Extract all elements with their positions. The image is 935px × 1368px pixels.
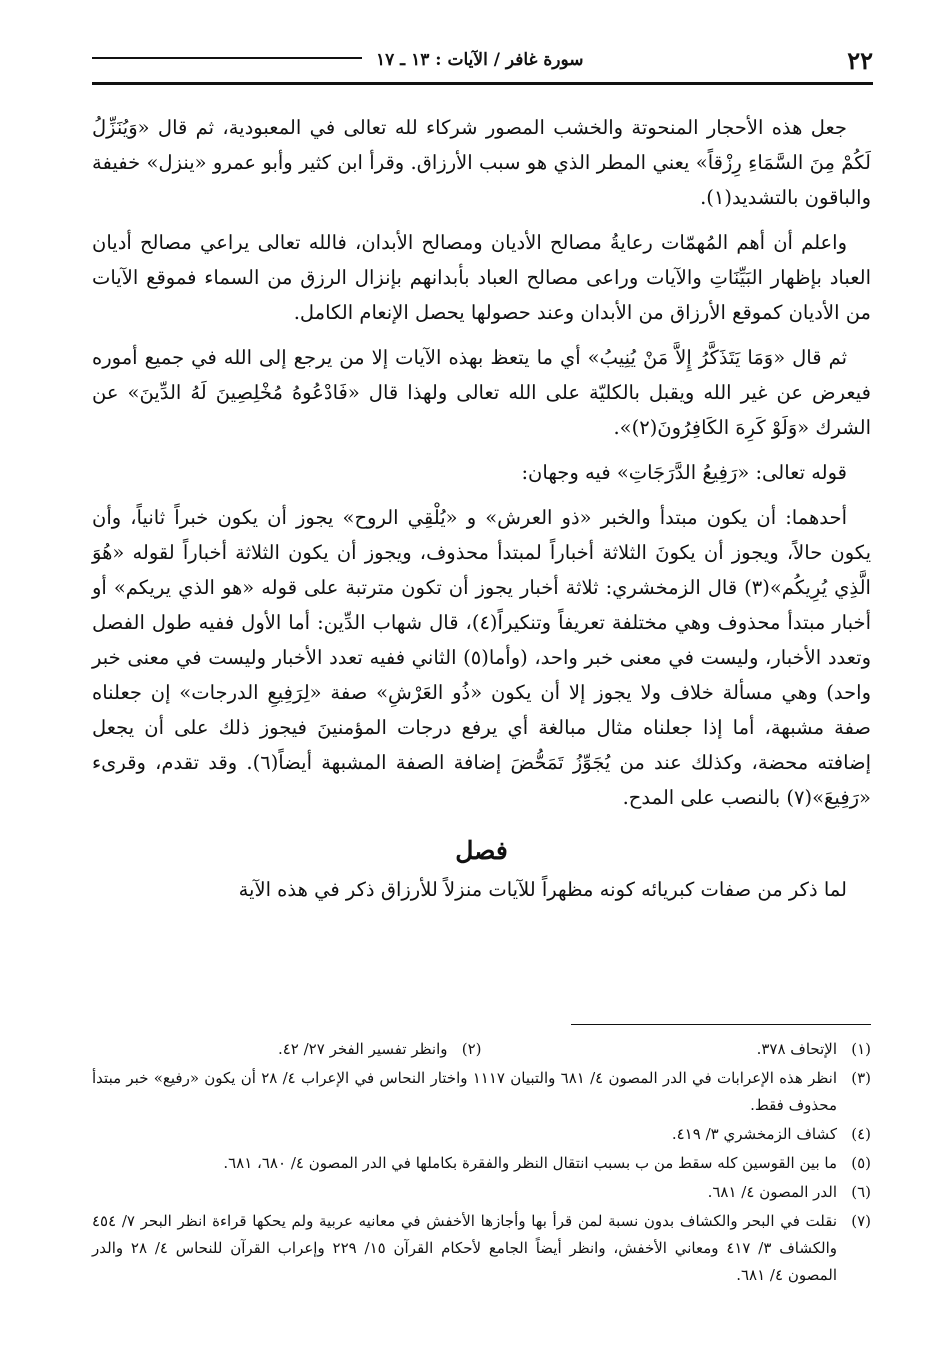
paragraph: قوله تعالى: «رَفِيعُ الدَّرَجَاتِ» فيه وجهان: <box>521 461 847 484</box>
footnote <box>92 1208 871 1289</box>
footnote-text: الدر المصون ٤/ ٦٨١. <box>707 1183 837 1201</box>
footnote-pair <box>92 1036 871 1065</box>
footnote-text: ما بين القوسين كله سقط من ب بسبب انتقال النظر والفقرة بكاملها في الدر المصون ٤/ ٦٨٠، ٦٨١. <box>223 1154 837 1172</box>
footnotes <box>92 1036 871 1291</box>
main-text <box>92 110 871 917</box>
footnote-text: الإتحاف ٣٧٨. <box>756 1040 837 1058</box>
footnote-number: (٤) <box>851 1125 871 1143</box>
page-number: ٢٢ <box>847 45 873 75</box>
footnote-text: وانظر تفسير الفخر ٢٧/ ٤٢. <box>277 1040 448 1058</box>
running-title-wrap <box>92 50 584 70</box>
footnote <box>482 1036 872 1063</box>
footnote <box>92 1065 871 1119</box>
footnote-number: (٧) <box>851 1212 871 1230</box>
page-header <box>92 38 873 85</box>
paragraph: جعل هذه الأحجار المنحوتة والخشب المصور شركاء لله تعالى في المعبودية، ثم قال «وَيُنَزِّلُ لَكُمْ مِنَ السَّمَاءِ رِزْقاً» يعني المطر الذي هو سبب الأرزاق. وقرأ ابن كثير وأبو عمرو «ينزل» خفيفة والباقون بالتشديد(١). <box>92 116 871 209</box>
footnote <box>92 1150 871 1177</box>
paragraph: واعلم أن أهم المُهمّات رعايةُ مصالح الأديان ومصالح الأبدان، فالله تعالى يراعي مصالح أديان العباد بإظهار البَيِّنَاتِ والآيات وراعى مصالح العباد بأبدانهم بإنزال الرزق من السماء فموقع الآيات من الأديان كموقع الأرزاق من الأبدان وعند حصولها يحصل الإنعام الكامل. <box>92 231 871 324</box>
footnote-number: (١) <box>851 1040 871 1058</box>
footnote-number: (٦) <box>851 1183 871 1201</box>
running-title: سورة غافر / الآيات : ١٣ ـ ١٧ <box>376 50 584 70</box>
section-paragraph: لما ذكر من صفات كبريائه كونه مظهراً للآيات منزلاً للأرزاق ذكر في هذه الآية <box>238 878 847 901</box>
footnote-number: (٣) <box>851 1069 871 1087</box>
section-title: فصل <box>455 836 508 865</box>
footnote-number: (٥) <box>851 1154 871 1172</box>
footnote-separator <box>571 1024 871 1025</box>
paragraph: ثم قال «وَمَا يَتَذَكَّرُ إِلاَّ مَنْ يُنِيبُ» أي ما يتعظ بهذه الآيات إلا من يرجع إلى الله في جميع أموره فيعرض عن غير الله ويقبل بالكليّة على الله تعالى ولهذا قال «فَادْعُوهُ مُخْلِصِينَ لَهُ الدِّينَ» عن الشرك «وَلَوْ كَرِهَ الكَافِرُونَ(٢)». <box>92 346 871 439</box>
footnote-number: (٢) <box>461 1040 482 1058</box>
footnote <box>92 1121 871 1148</box>
header-rule <box>92 57 362 59</box>
footnote-text: كشاف الزمخشري ٣/ ٤١٩. <box>671 1125 837 1143</box>
paragraph: أحدهما: أن يكون مبتدأ والخبر «ذو العرش» و «يُلْقِي الروح» يجوز أن يكون خبراً ثانياً، وأن يكون حالاً، ويجوز أن يكونَ الثلاثة أخباراً لمبتدأ محذوف، ويجوز أن يكون الثلاثة أخباراً لقوله «هُوَ الَّذِي يُرِيكُم»(٣) قال الزمخشري: ثلاثة أخبار يجوز أن تكون مترتبة على قوله «هو الذي يريكم» أو أخبار مبتدأ محذوف وهي مختلفة تعريفاً وتنكيراً(٤)، قال شهاب الدِّين: أما الأول ففيه طول الفصل وتعدد الأخبار، وليست في معنى خبر واحد، (وأما(٥) الثاني ففيه تعدد الأخبار وليست في معنى خبر واحد) وهي مسألة خلاف ولا يجوز إلا أن يكون «ذُو العَرْشِ» صفة «لِرَفِيعِ الدرجات» إن جعلناه صفة مشبهة، أما إذا جعلناه مثال مبالغة أي يرفع درجات المؤمنينَ فيجوز ذلك على أن يجعل إضافته محضة، وكذلك عند من يُجَوِّزُ تَمَحُّضَ إضافة الصفة المشبهة أيضاً(٦). وقد تقدم، وقرىء «رَفِيعَ»(٧) بالنصب على المدح. <box>92 506 871 809</box>
footnote-text: انظر هذه الإعرابات في الدر المصون ٤/ ٦٨١ والتبيان ١١١٧ واختار النحاس في الإعراب ٤/ ٢٨ أن يكون «رفيع» خبر مبتدأ محذوف فقط. <box>92 1069 838 1114</box>
footnote <box>92 1036 482 1063</box>
footnote-text: نقلت في البحر والكشاف بدون نسبة لمن قرأ بها وأجازها الأخفش في معانيه عربية ولم يحكها قراءة انظر البحر ٧/ ٤٥٤ والكشاف ٣/ ٤١٧ ومعاني الأخفش، وانظر أيضاً الجامع لأحكام القرآن ١٥/ ٢٢٩ وإعراب القرآن للنحاس ٤/ ٢٨ والدر المصون ٤/ ٦٨١. <box>92 1212 837 1284</box>
footnote <box>92 1179 871 1206</box>
